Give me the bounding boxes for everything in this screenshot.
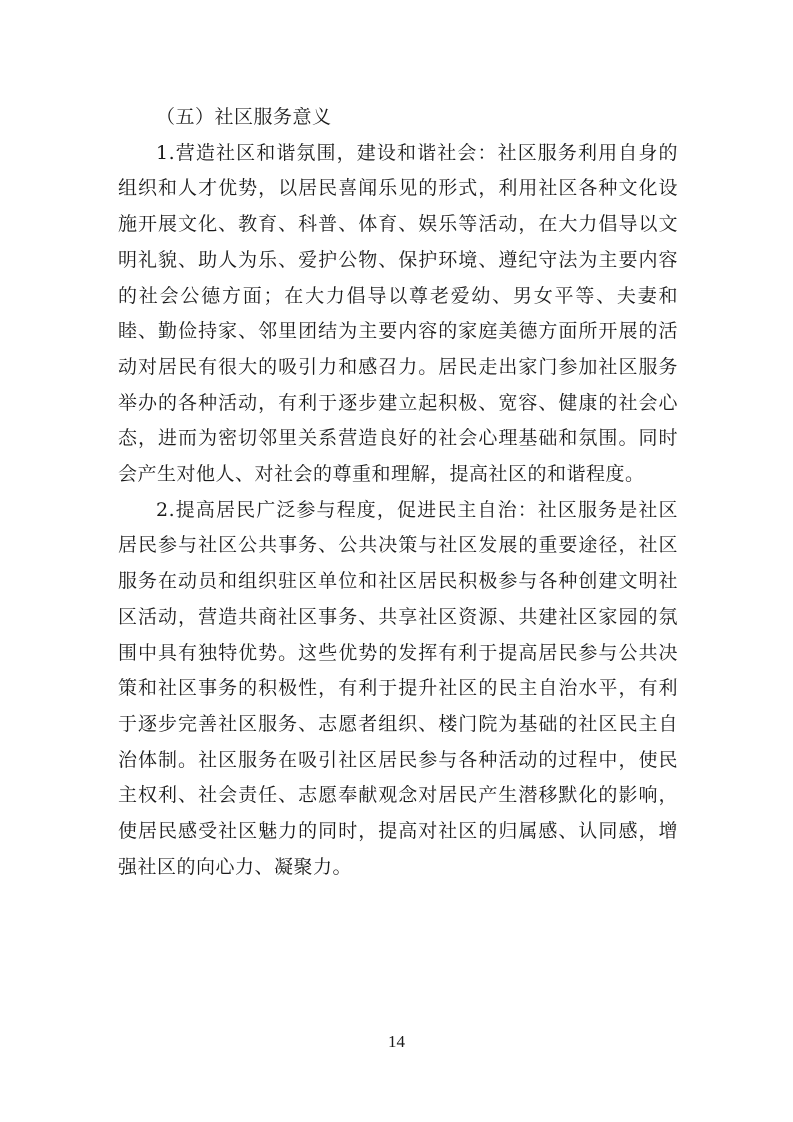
document-body (118, 100, 678, 885)
page-number: 14 (388, 1032, 405, 1051)
paragraph-1: 1.营造社区和谐氛围，建设和谐社会：社区服务利用自身的组织和人才优势，以居民喜闻乐见的形式，利用社区各种文化设施开展文化、教育、科普、体育、娱乐等活动，在大力倡导以文明礼貌、助人为乐、爱护公物、保护环境、遵纪守法为主要内容的社会公德方面；在大力倡导以尊老爱幼、男女平等、夫妻和睦、勤俭持家、邻里团结为主要内容的家庭美德方面所开展的活动对居民有很大的吸引力和感召力。居民走出家门参加社区服务举办的各种活动，有利于逐步建立起积极、宽容、健康的社会心态，进而为密切邻里关系营造良好的社会心理基础和氛围。同时会产生对他人、对社会的尊重和理解，提高社区的和谐程度。 (118, 141, 678, 486)
section-heading: （五）社区服务意义 (156, 106, 332, 128)
paragraph-2: 2.提高居民广泛参与程度，促进民主自治：社区服务是社区居民参与社区公共事务、公共决策与社区发展的重要途径，社区服务在动员和组织驻区单位和社区居民积极参与各种创建文明社区活动，营造共商社区事务、共享社区资源、共建社区家园的氛围中具有独特优势。这些优势的发挥有利于提高居民参与公共决策和社区事务的积极性，有利于提升社区的民主自治水平，有利于逐步完善社区服务、志愿者组织、楼门院为基础的社区民主自治体制。社区服务在吸引社区居民参与各种活动的过程中，使民主权利、社会责任、志愿奉献观念对居民产生潜移默化的影响，使居民感受社区魅力的同时，提高对社区的归属感、认同感，增强社区的向心力、凝聚力。 (118, 498, 678, 878)
